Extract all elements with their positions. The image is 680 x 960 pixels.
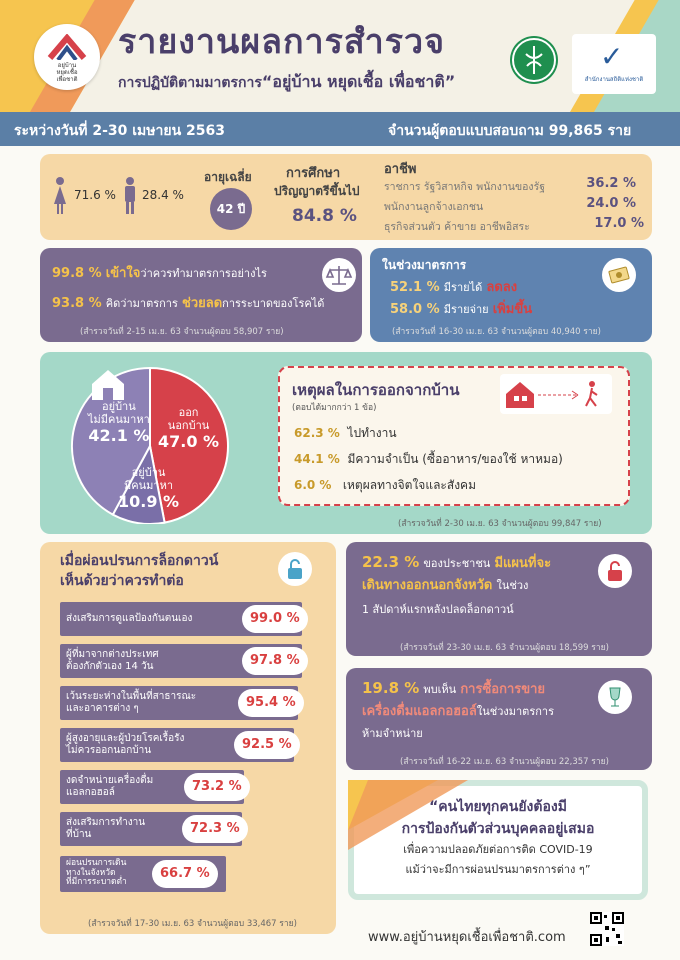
alcohol-line-3: ห้ามจำหน่าย (362, 727, 423, 740)
education-value: 84.8 % (292, 206, 357, 226)
qr-code-icon (590, 912, 624, 946)
occupation-row: พนักงานลูกจ้างเอกชน 24.0 % (384, 196, 636, 213)
survey-note: (สำรวจวันที่ 23-30 เม.ย. 63 จำนวนผู้ตอบ 18,599 ราย) (400, 643, 609, 653)
pie-label-home-visitors: อยู่บ้าน มีคนมาหา 10.9 % (118, 466, 180, 511)
age-value: 42 ปี (210, 188, 252, 230)
understand-line: 99.8 % เข้าใจว่าควรทำมาตรการอย่างไร (52, 266, 267, 281)
emblem-icon (510, 36, 558, 84)
website-link[interactable]: www.อยู่บ้านหยุดเชื้อเพื่อชาติ.com (368, 930, 566, 945)
lockdown-item: เว้นระยะห่างในพื้นที่สาธารณะ และอาคารต่าง ๆ 95.4 % (60, 686, 298, 720)
education-label: การศึกษา (286, 166, 341, 181)
house-roof-icon (46, 34, 88, 60)
survey-period: ระหว่างวันที่ 2-30 เมษายน 2563 (14, 123, 225, 139)
reasons-title: เหตุผลในการออกจากบ้าน (292, 381, 460, 399)
education-level: ปริญญาตรีขึ้นไป (274, 184, 360, 198)
reduce-line: 93.8 % คิดว่ามาตรการ ช่วยลดการระบาดของโรคได้ (52, 296, 325, 311)
page-subtitle: การปฏิบัติตามมาตรการ“อยู่บ้าน หยุดเชื้อ เพื่อชาติ” (118, 72, 456, 91)
home-logo (34, 24, 100, 90)
travel-line-3: 1 สัปดาห์แรกหลังปลดล็อกดาวน์ (362, 603, 514, 616)
expense-increase-line: 58.0 % มีรายจ่าย เพิ่มขึ้น (390, 302, 533, 317)
leave-home-icon (500, 374, 612, 414)
survey-note: (สำรวจวันที่ 2-15 เม.ย. 63 จำนวนผู้ตอบ 58,907 ราย) (80, 327, 284, 337)
reason-item: 6.0 % เหตุผลทางจิตใจและสังคม (294, 478, 476, 492)
male-icon (122, 176, 138, 216)
lockdown-item: ผู้ที่มาจากต่างประเทศ ต้องกักตัวเอง 14 วัน 97.8 % (60, 644, 302, 678)
unlock-icon (278, 552, 312, 586)
travel-panel (346, 542, 652, 656)
nso-logo: ✓ สำนักงานสถิติแห่งชาติ (572, 34, 656, 94)
pie-label-home-no-visitors: อยู่บ้าน ไม่มีคนมาหา 42.1 % (88, 400, 150, 445)
lockdown-item: ส่งเสริมการดูแลป้องกันตนเอง 99.0 % (60, 602, 302, 636)
demographics-panel (40, 154, 652, 240)
alcohol-panel (346, 668, 652, 770)
survey-note: (สำรวจวันที่ 2-30 เม.ย. 63 จำนวนผู้ตอบ 99,847 ราย) (398, 519, 602, 529)
income-decrease-line: 52.1 % มีรายได้ ลดลง (390, 280, 518, 295)
reasons-subtitle: (ตอบได้มากกว่า 1 ข้อ) (292, 403, 377, 413)
alcohol-line-2: เครื่องดื่มแอลกอฮอล์ในช่วงมาตรการ (362, 704, 554, 719)
home-logo-text: อยู่บ้าน หยุดเชื้อ เพื่อชาติ (56, 62, 78, 83)
ministry-logo (510, 36, 558, 84)
alcohol-line-1: 19.8 % พบเห็น การซื้อการขาย (362, 679, 546, 697)
occupation-row: ราชการ รัฐวิสาหกิจ พนักงานของรัฐ 36.2 % (384, 176, 636, 193)
occupation-title: อาชีพ (384, 162, 417, 177)
reason-item: 62.3 % ไปทำงาน (294, 426, 397, 440)
understanding-panel (40, 248, 362, 342)
occupation-list (384, 176, 644, 236)
nso-mark-icon: ✓ (600, 40, 624, 73)
page-title: รายงานผลการสำรวจ (118, 22, 446, 62)
scale-icon (322, 258, 356, 292)
lockdown-subtitle: เห็นด้วยว่าควรทำต่อ (60, 573, 184, 589)
wine-glass-icon (598, 680, 632, 714)
unlock-icon (598, 554, 632, 588)
age-label: อายุเฉลี่ย (204, 170, 252, 184)
occupation-row: ธุรกิจส่วนตัว ค้าขาย อาชีพอิสระ 17.0 % (384, 216, 644, 233)
male-pct: 28.4 % (142, 188, 184, 202)
lockdown-item: ผู้สูงอายุและผู้ป่วยโรคเรื้อรัง ไม่ควรออกนอกบ้าน 92.5 % (60, 728, 294, 762)
quote-box: “คนไทยทุกคนยังต้องมี การป้องกันตัวส่วนบุคคลอยู่เสมอ เพื่อความปลอดภัยต่อการติด COVID-19 แม้ว่าจะมีการผ่อนปรนมาตรการต่าง ๆ” (348, 780, 648, 900)
lockdown-item: ส่งเสริมการทำงาน ที่บ้าน 72.3 % (60, 812, 242, 846)
travel-line-2: เดินทางออกนอกจังหวัด ในช่วง (362, 578, 529, 593)
female-pct: 71.6 % (74, 188, 116, 202)
pie-label-out: ออก นอกบ้าน 47.0 % (158, 406, 220, 451)
money-icon (602, 258, 636, 292)
survey-note: (สำรวจวันที่ 16-30 เม.ย. 63 จำนวนผู้ตอบ 40,940 ราย) (392, 327, 601, 337)
survey-note: (สำรวจวันที่ 17-30 เม.ย. 63 จำนวนผู้ตอบ 33,467 ราย) (88, 919, 297, 929)
travel-line-1: 22.3 % ของประชาชน มีแผนที่จะ (362, 553, 552, 571)
female-icon (52, 176, 68, 216)
reasons-box (278, 366, 630, 506)
date-bar (0, 112, 680, 146)
lockdown-title: เมื่อผ่อนปรนการล็อกดาวน์ (60, 553, 219, 569)
income-title: ในช่วงมาตรการ (382, 258, 467, 272)
respondent-count: จำนวนผู้ตอบแบบสอบถาม 99,865 ราย (388, 123, 632, 139)
survey-note: (สำรวจวันที่ 16-22 เม.ย. 63 จำนวนผู้ตอบ 22,357 ราย) (400, 757, 609, 767)
lockdown-item: งดจำหน่ายเครื่องดื่ม แอลกอฮอล์ 73.2 % (60, 770, 244, 804)
income-panel (370, 248, 652, 342)
lockdown-item: ผ่อนปรนการเดิน ทางในจังหวัด ที่มีการระบาดต่ำ 66.7 % (60, 856, 226, 892)
reason-item: 44.1 % มีความจำเป็น (ซื้ออาหาร/ของใช้ หาหมอ) (294, 452, 563, 466)
